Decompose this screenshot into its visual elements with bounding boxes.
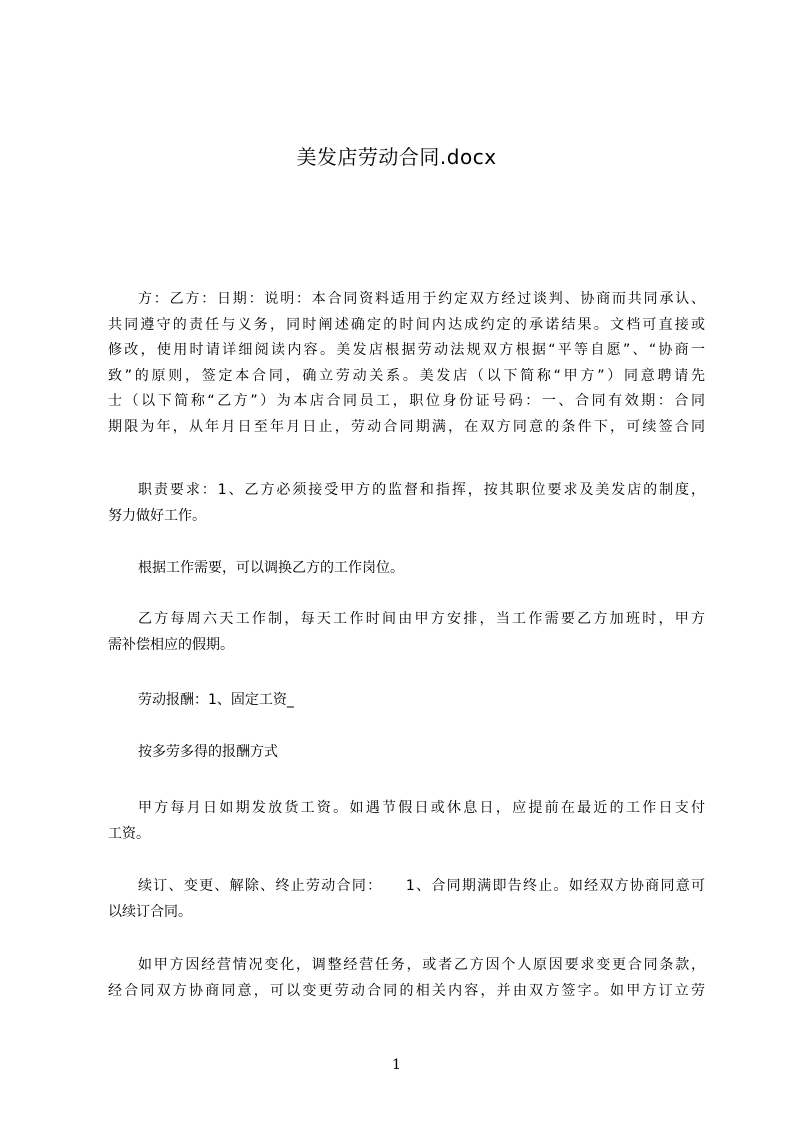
paragraph-line: 修改，使用时请详细阅读内容。美发店根据劳动法规双方根据“平等自愿”、“协商一: [108, 342, 705, 358]
paragraph-remuneration: [108, 688, 705, 714]
paragraph-line: 根据工作需要，可以调换乙方的工作岗位。: [138, 560, 404, 576]
paragraph-line: 需补偿相应的假期。: [108, 636, 234, 653]
page-number: 1: [392, 1057, 401, 1073]
paragraph-line: 按多劳多得的报酬方式: [138, 744, 278, 760]
paragraph-line: 努力做好工作。: [108, 507, 206, 524]
paragraph-line: 以续订合同。: [108, 903, 192, 920]
paragraph-contract-changes: [108, 953, 705, 1004]
paragraph-line: 士（以下简称“乙方”）为本店合同员工，职位身份证号码：一、合同有效期：合同: [108, 393, 705, 409]
paragraph-line: 续订、变更、解除、终止劳动合同： 1、合同期满即告终止。如经双方协商同意可: [138, 878, 705, 894]
document-title: 美发店劳动合同.docx: [296, 145, 497, 169]
paragraph-payday: [108, 796, 705, 847]
paragraph-line: 致”的原则，签定本合同，确立劳动关系。美发店（以下简称“甲方”）同意聘请先: [108, 367, 705, 384]
paragraph-line: 期限为年，从年月日至年月日止，劳动合同期满，在双方同意的条件下，可续签合同: [108, 418, 705, 435]
paragraph-line: 乙方每周六天工作制，每天工作时间由甲方安排，当工作需要乙方加班时，甲方: [138, 611, 705, 627]
paragraph-contract-renewal: [108, 874, 705, 925]
paragraph-line: 甲方每月日如期发放货工资。如遇节假日或休息日，应提前在最近的工作日支付: [138, 800, 705, 816]
paragraph-duties: [108, 478, 705, 529]
paragraph-line: 劳动报酬：1、固定工资_: [138, 692, 294, 708]
paragraph-contract-intro: [108, 287, 705, 440]
paragraph-line: 方：乙方：日期：说明：本合同资料适用于约定双方经过谈判、协商而共同承认、: [138, 291, 705, 307]
paragraph-line: 工资。: [108, 825, 150, 842]
paragraph-pay-method: [108, 740, 705, 766]
paragraph-job-transfer: [108, 556, 705, 582]
paragraph-line: 共同遵守的责任与义务，同时阐述确定的时间内达成约定的承诺结果。文档可直接或: [108, 316, 705, 333]
paragraph-line: 如甲方因经营情况变化，调整经营任务，或者乙方因个人原因要求变更合同条款，: [138, 957, 705, 973]
paragraph-line: 经合同双方协商同意，可以变更劳动合同的相关内容，并由双方签字。如甲方订立劳: [108, 982, 705, 999]
paragraph-work-schedule: [108, 607, 705, 658]
paragraph-line: 职责要求：1、乙方必须接受甲方的监督和指挥，按其职位要求及美发店的制度，: [138, 482, 705, 498]
